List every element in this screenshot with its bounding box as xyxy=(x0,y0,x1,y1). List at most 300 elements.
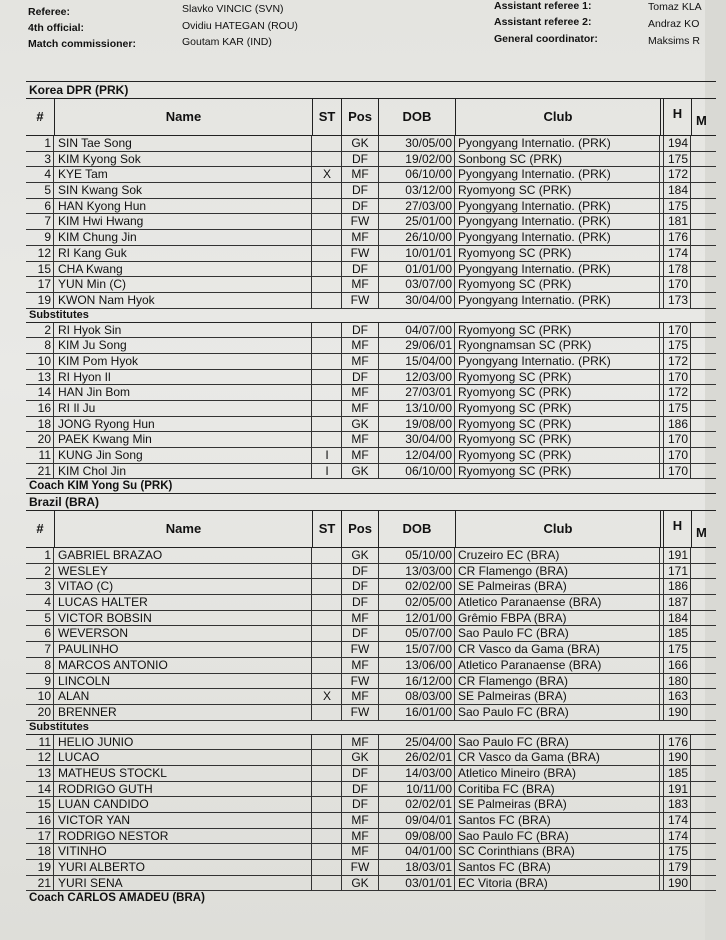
club-name: Ryongnamsan SC (PRK) xyxy=(456,338,660,353)
player-name: LUCAO xyxy=(55,750,312,765)
status-mark xyxy=(313,338,342,353)
substitutes-list xyxy=(26,735,716,892)
date-of-birth: 18/03/01 xyxy=(379,860,455,875)
status-mark xyxy=(313,214,342,229)
position: GK xyxy=(342,464,379,479)
club-name: Coritiba FC (BRA) xyxy=(456,782,660,797)
table-row xyxy=(26,844,716,860)
jersey-number: 9 xyxy=(26,230,54,245)
player-name: CHA Kwang xyxy=(55,262,312,277)
col-st-header: ST xyxy=(313,511,342,547)
status-mark: X xyxy=(313,689,342,704)
position: MF xyxy=(342,658,379,673)
table-row xyxy=(26,136,716,152)
date-of-birth: 03/07/00 xyxy=(379,277,455,292)
m-cell xyxy=(692,152,722,167)
club-name: Sao Paulo FC (BRA) xyxy=(456,626,660,641)
jersey-number: 13 xyxy=(26,766,54,781)
player-name: YUN Min (C) xyxy=(55,277,312,292)
status-mark xyxy=(313,674,342,689)
col-club-header: Club xyxy=(456,511,661,547)
height: 190 xyxy=(664,750,691,765)
m-cell xyxy=(692,579,722,594)
date-of-birth: 09/08/00 xyxy=(379,829,455,844)
club-name: Atletico Paranaense (BRA) xyxy=(456,595,660,610)
m-cell xyxy=(692,246,722,261)
height: 184 xyxy=(664,183,691,198)
m-cell xyxy=(692,860,722,875)
position: FW xyxy=(342,705,379,720)
table-row xyxy=(26,735,716,751)
status-mark xyxy=(313,595,342,610)
m-cell xyxy=(692,766,722,781)
m-cell xyxy=(692,782,722,797)
commissioner-label: Match commissioner: xyxy=(28,38,136,50)
jersey-number: 9 xyxy=(26,674,54,689)
table-row xyxy=(26,689,716,705)
player-name: HELIO JUNIO xyxy=(55,735,312,750)
table-row xyxy=(26,642,716,658)
general-coordinator-label: General coordinator: xyxy=(494,33,598,45)
height: 170 xyxy=(664,323,691,338)
date-of-birth: 10/11/00 xyxy=(379,782,455,797)
date-of-birth: 30/04/00 xyxy=(379,293,455,308)
club-name: Pyongyang Internatio. (PRK) xyxy=(456,262,660,277)
col-num-header: # xyxy=(26,99,55,135)
position: GK xyxy=(342,136,379,151)
position: DF xyxy=(342,152,379,167)
status-mark xyxy=(313,735,342,750)
position: MF xyxy=(342,611,379,626)
status-mark xyxy=(313,277,342,292)
height: 172 xyxy=(664,354,691,369)
date-of-birth: 01/01/00 xyxy=(379,262,455,277)
jersey-number: 2 xyxy=(26,323,54,338)
club-name: SC Corinthians (BRA) xyxy=(456,844,660,859)
height: 170 xyxy=(664,370,691,385)
substitutes-label: Substitutes xyxy=(26,721,716,735)
jersey-number: 1 xyxy=(26,136,54,151)
table-row xyxy=(26,829,716,845)
col-height-header: H xyxy=(664,99,692,135)
date-of-birth: 26/02/01 xyxy=(379,750,455,765)
height: 175 xyxy=(664,199,691,214)
m-cell xyxy=(692,199,722,214)
status-mark xyxy=(313,432,342,447)
referee-label: Referee: xyxy=(28,6,71,18)
table-row xyxy=(26,705,716,721)
position: DF xyxy=(342,579,379,594)
date-of-birth: 30/05/00 xyxy=(379,136,455,151)
table-row xyxy=(26,611,716,627)
coach-line: Coach KIM Yong Su (PRK) xyxy=(29,480,173,493)
status-mark xyxy=(313,370,342,385)
player-name: RI Il Ju xyxy=(55,401,312,416)
club-name: Pyongyang Internatio. (PRK) xyxy=(456,167,660,182)
date-of-birth: 19/08/00 xyxy=(379,417,455,432)
table-row xyxy=(26,401,716,417)
col-club-header: Club xyxy=(456,99,661,135)
jersey-number: 11 xyxy=(26,735,54,750)
table-row xyxy=(26,338,716,354)
table-row xyxy=(26,448,716,464)
table-row xyxy=(26,417,716,433)
m-cell xyxy=(692,813,722,828)
m-cell xyxy=(692,262,722,277)
position: MF xyxy=(342,432,379,447)
m-cell xyxy=(692,401,722,416)
jersey-number: 16 xyxy=(26,401,54,416)
player-name: KWON Nam Hyok xyxy=(55,293,312,308)
m-cell xyxy=(692,626,722,641)
starters-list xyxy=(26,548,716,721)
m-cell xyxy=(692,674,722,689)
player-name: PAULINHO xyxy=(55,642,312,657)
m-cell xyxy=(692,876,722,891)
assistant-referee-1-label: Assistant referee 1: xyxy=(494,0,592,12)
height: 186 xyxy=(664,579,691,594)
player-name: MATHEUS STOCKL xyxy=(55,766,312,781)
position: GK xyxy=(342,750,379,765)
club-name: Sonbong SC (PRK) xyxy=(456,152,660,167)
club-name: Ryomyong SC (PRK) xyxy=(456,246,660,261)
position: DF xyxy=(342,262,379,277)
height: 190 xyxy=(664,705,691,720)
date-of-birth: 06/10/00 xyxy=(379,464,455,479)
m-cell xyxy=(692,642,722,657)
height: 191 xyxy=(664,782,691,797)
jersey-number: 10 xyxy=(26,354,54,369)
table-row xyxy=(26,246,716,262)
height: 178 xyxy=(664,262,691,277)
status-mark xyxy=(313,323,342,338)
club-name: Ryomyong SC (PRK) xyxy=(456,401,660,416)
jersey-number: 18 xyxy=(26,417,54,432)
position: GK xyxy=(342,548,379,563)
jersey-number: 5 xyxy=(26,183,54,198)
position: MF xyxy=(342,844,379,859)
status-mark xyxy=(313,844,342,859)
status-mark xyxy=(313,401,342,416)
m-cell xyxy=(692,167,722,182)
player-name: VICTOR BOBSIN xyxy=(55,611,312,626)
team-korea-table xyxy=(26,81,716,493)
height: 172 xyxy=(664,167,691,182)
table-row xyxy=(26,323,716,339)
m-cell xyxy=(692,354,722,369)
player-name: LUAN CANDIDO xyxy=(55,797,312,812)
player-name: KIM Pom Hyok xyxy=(55,354,312,369)
status-mark xyxy=(313,782,342,797)
m-cell xyxy=(692,705,722,720)
height: 163 xyxy=(664,689,691,704)
date-of-birth: 13/03/00 xyxy=(379,564,455,579)
status-mark xyxy=(313,293,342,308)
jersey-number: 3 xyxy=(26,152,54,167)
club-name: Santos FC (BRA) xyxy=(456,813,660,828)
player-name: SIN Kwang Sok xyxy=(55,183,312,198)
team-brazil-table xyxy=(26,493,716,905)
col-height-header: H xyxy=(664,511,692,547)
date-of-birth: 14/03/00 xyxy=(379,766,455,781)
jersey-number: 6 xyxy=(26,626,54,641)
table-row xyxy=(26,199,716,215)
m-cell xyxy=(692,338,722,353)
player-name: VITAO (C) xyxy=(55,579,312,594)
table-row xyxy=(26,626,716,642)
table-row xyxy=(26,214,716,230)
m-cell xyxy=(692,417,722,432)
position: DF xyxy=(342,766,379,781)
status-mark xyxy=(313,579,342,594)
substitutes-label: Substitutes xyxy=(26,309,716,323)
col-m-header: M xyxy=(696,525,707,540)
player-name: JONG Ryong Hun xyxy=(55,417,312,432)
table-row xyxy=(26,579,716,595)
team-title: Korea DPR (PRK) xyxy=(26,82,716,99)
jersey-number: 5 xyxy=(26,611,54,626)
jersey-number: 4 xyxy=(26,167,54,182)
height: 173 xyxy=(664,293,691,308)
position: GK xyxy=(342,417,379,432)
m-cell xyxy=(692,611,722,626)
date-of-birth: 15/04/00 xyxy=(379,354,455,369)
height: 166 xyxy=(664,658,691,673)
player-name: KYE Tam xyxy=(55,167,312,182)
date-of-birth: 03/12/00 xyxy=(379,183,455,198)
position: MF xyxy=(342,277,379,292)
player-name: YURI ALBERTO xyxy=(55,860,312,875)
status-mark xyxy=(313,564,342,579)
table-row xyxy=(26,564,716,580)
table-row xyxy=(26,548,716,564)
position: DF xyxy=(342,595,379,610)
jersey-number: 12 xyxy=(26,750,54,765)
table-row xyxy=(26,674,716,690)
status-mark xyxy=(313,262,342,277)
table-row xyxy=(26,766,716,782)
m-cell xyxy=(692,293,722,308)
m-cell xyxy=(692,548,722,563)
assistant-referee-1-value: Tomaz KLA xyxy=(648,1,702,13)
player-name: RI Kang Guk xyxy=(55,246,312,261)
player-name: LUCAS HALTER xyxy=(55,595,312,610)
date-of-birth: 12/01/00 xyxy=(379,611,455,626)
fourth-official-value: Ovidiu HATEGAN (ROU) xyxy=(182,20,298,32)
status-mark xyxy=(313,797,342,812)
player-name: BRENNER xyxy=(55,705,312,720)
table-header xyxy=(26,99,716,136)
player-name: VICTOR YAN xyxy=(55,813,312,828)
status-mark xyxy=(313,199,342,214)
status-mark xyxy=(313,750,342,765)
m-cell xyxy=(692,370,722,385)
position: MF xyxy=(342,689,379,704)
m-cell xyxy=(692,844,722,859)
height: 175 xyxy=(664,844,691,859)
position: FW xyxy=(342,642,379,657)
jersey-number: 7 xyxy=(26,642,54,657)
col-num-header: # xyxy=(26,511,55,547)
height: 175 xyxy=(664,401,691,416)
player-name: WESLEY xyxy=(55,564,312,579)
general-coordinator-value: Maksims R xyxy=(648,35,700,47)
player-name: PAEK Kwang Min xyxy=(55,432,312,447)
jersey-number: 10 xyxy=(26,689,54,704)
date-of-birth: 25/01/00 xyxy=(379,214,455,229)
jersey-number: 15 xyxy=(26,797,54,812)
position: DF xyxy=(342,323,379,338)
club-name: SE Palmeiras (BRA) xyxy=(456,579,660,594)
status-mark xyxy=(313,813,342,828)
player-name: KIM Hwi Hwang xyxy=(55,214,312,229)
date-of-birth: 03/01/01 xyxy=(379,876,455,891)
m-cell xyxy=(692,385,722,400)
m-cell xyxy=(692,689,722,704)
height: 170 xyxy=(664,432,691,447)
date-of-birth: 30/04/00 xyxy=(379,432,455,447)
status-mark xyxy=(313,548,342,563)
table-row xyxy=(26,230,716,246)
position: FW xyxy=(342,674,379,689)
height: 175 xyxy=(664,338,691,353)
position: FW xyxy=(342,214,379,229)
table-row xyxy=(26,782,716,798)
table-row xyxy=(26,813,716,829)
player-name: RODRIGO NESTOR xyxy=(55,829,312,844)
jersey-number: 19 xyxy=(26,293,54,308)
player-name: WEVERSON xyxy=(55,626,312,641)
date-of-birth: 26/10/00 xyxy=(379,230,455,245)
status-mark xyxy=(313,136,342,151)
date-of-birth: 12/03/00 xyxy=(379,370,455,385)
player-name: HAN Kyong Hun xyxy=(55,199,312,214)
position: FW xyxy=(342,246,379,261)
date-of-birth: 29/06/01 xyxy=(379,338,455,353)
col-name-header: Name xyxy=(55,511,313,547)
date-of-birth: 02/02/01 xyxy=(379,797,455,812)
player-name: MARCOS ANTONIO xyxy=(55,658,312,673)
status-mark: X xyxy=(313,167,342,182)
club-name: CR Flamengo (BRA) xyxy=(456,564,660,579)
club-name: Pyongyang Internatio. (PRK) xyxy=(456,293,660,308)
position: MF xyxy=(342,813,379,828)
position: FW xyxy=(342,293,379,308)
date-of-birth: 09/04/01 xyxy=(379,813,455,828)
club-name: Atletico Paranaense (BRA) xyxy=(456,658,660,673)
date-of-birth: 04/07/00 xyxy=(379,323,455,338)
substitutes-list xyxy=(26,323,716,480)
jersey-number: 8 xyxy=(26,338,54,353)
jersey-number: 21 xyxy=(26,464,54,479)
jersey-number: 17 xyxy=(26,829,54,844)
height: 190 xyxy=(664,876,691,891)
table-row xyxy=(26,167,716,183)
height: 181 xyxy=(664,214,691,229)
jersey-number: 11 xyxy=(26,448,54,463)
date-of-birth: 13/06/00 xyxy=(379,658,455,673)
jersey-number: 20 xyxy=(26,432,54,447)
player-name: KIM Chol Jin xyxy=(55,464,312,479)
club-name: Pyongyang Internatio. (PRK) xyxy=(456,199,660,214)
status-mark xyxy=(313,658,342,673)
club-name: Grêmio FBPA (BRA) xyxy=(456,611,660,626)
m-cell xyxy=(692,750,722,765)
date-of-birth: 19/02/00 xyxy=(379,152,455,167)
club-name: Pyongyang Internatio. (PRK) xyxy=(456,354,660,369)
m-cell xyxy=(692,595,722,610)
table-row xyxy=(26,860,716,876)
m-cell xyxy=(692,214,722,229)
club-name: Atletico Mineiro (BRA) xyxy=(456,766,660,781)
jersey-number: 8 xyxy=(26,658,54,673)
club-name: Sao Paulo FC (BRA) xyxy=(456,829,660,844)
height: 176 xyxy=(664,230,691,245)
club-name: Pyongyang Internatio. (PRK) xyxy=(456,214,660,229)
coach-line: Coach CARLOS AMADEU (BRA) xyxy=(29,892,205,905)
status-mark xyxy=(313,860,342,875)
height: 194 xyxy=(664,136,691,151)
height: 172 xyxy=(664,385,691,400)
officials-header xyxy=(0,0,705,60)
table-row xyxy=(26,152,716,168)
club-name: Ryomyong SC (PRK) xyxy=(456,183,660,198)
m-cell xyxy=(692,432,722,447)
status-mark: I xyxy=(313,464,342,479)
jersey-number: 20 xyxy=(26,705,54,720)
height: 170 xyxy=(664,277,691,292)
height: 185 xyxy=(664,626,691,641)
player-name: RI Hyon Il xyxy=(55,370,312,385)
height: 175 xyxy=(664,642,691,657)
date-of-birth: 13/10/00 xyxy=(379,401,455,416)
date-of-birth: 02/05/00 xyxy=(379,595,455,610)
club-name: SE Palmeiras (BRA) xyxy=(456,797,660,812)
height: 179 xyxy=(664,860,691,875)
height: 174 xyxy=(664,813,691,828)
jersey-number: 3 xyxy=(26,579,54,594)
height: 183 xyxy=(664,797,691,812)
player-name: GABRIEL BRAZAO xyxy=(55,548,312,563)
height: 185 xyxy=(664,766,691,781)
m-cell xyxy=(692,323,722,338)
player-name: RI Hyok Sin xyxy=(55,323,312,338)
position: MF xyxy=(342,385,379,400)
club-name: Sao Paulo FC (BRA) xyxy=(456,705,660,720)
col-st-header: ST xyxy=(313,99,342,135)
jersey-number: 21 xyxy=(26,876,54,891)
player-name: LINCOLN xyxy=(55,674,312,689)
table-row xyxy=(26,183,716,199)
position: MF xyxy=(342,735,379,750)
col-name-header: Name xyxy=(55,99,313,135)
status-mark xyxy=(313,354,342,369)
date-of-birth: 05/07/00 xyxy=(379,626,455,641)
m-cell xyxy=(692,735,722,750)
jersey-number: 13 xyxy=(26,370,54,385)
jersey-number: 7 xyxy=(26,214,54,229)
assistant-referee-2-value: Andraz KO xyxy=(648,18,700,30)
club-name: Pyongyang Internatio. (PRK) xyxy=(456,230,660,245)
status-mark: I xyxy=(313,448,342,463)
m-cell xyxy=(692,277,722,292)
date-of-birth: 06/10/00 xyxy=(379,167,455,182)
position: DF xyxy=(342,199,379,214)
club-name: Pyongyang Internatio. (PRK) xyxy=(456,136,660,151)
date-of-birth: 27/03/01 xyxy=(379,385,455,400)
jersey-number: 14 xyxy=(26,385,54,400)
club-name: Ryomyong SC (PRK) xyxy=(456,323,660,338)
